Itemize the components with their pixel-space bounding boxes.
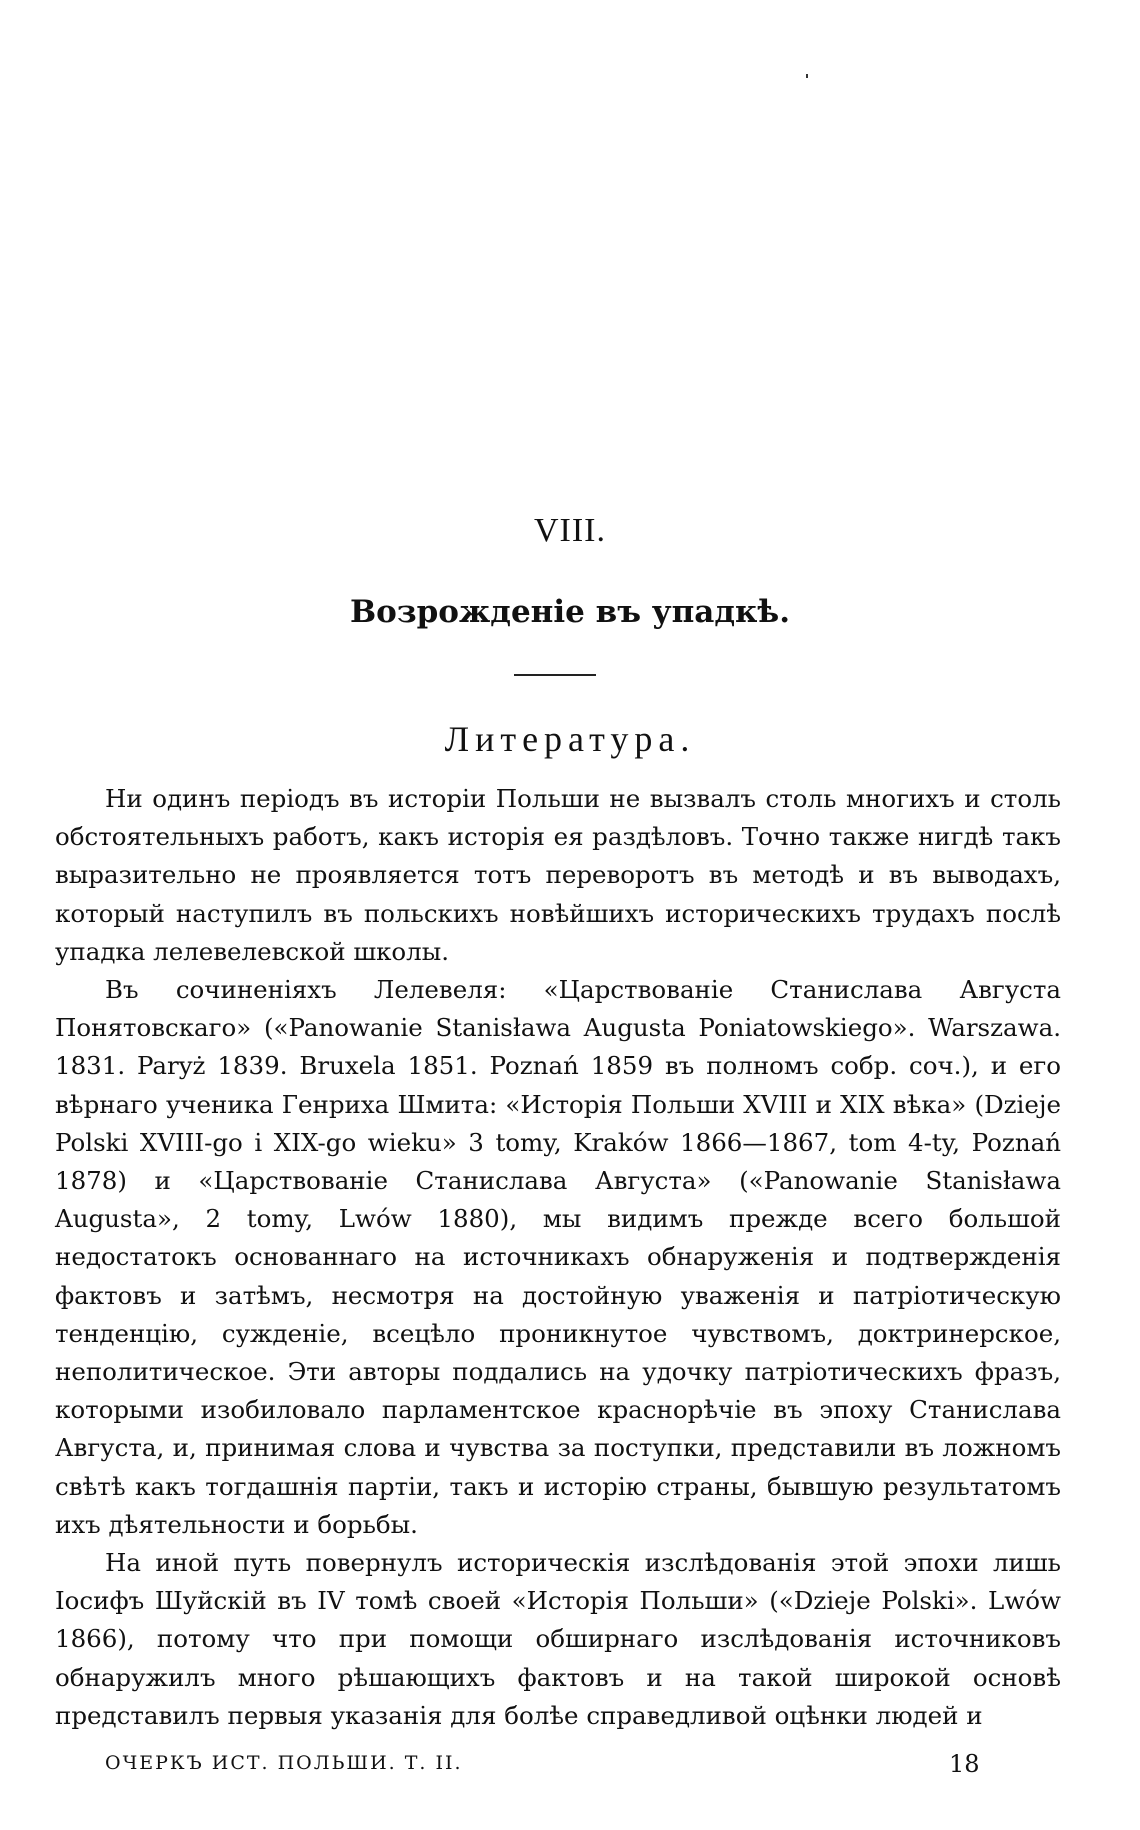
page-number: 18 (949, 1750, 980, 1778)
chapter-number: VIII. (533, 512, 607, 549)
paragraph: Въ сочиненіяхъ Лелевеля: «Царствованіе Станислава Августа Понятовскаго» («Panowanie Stanisława Augusta Poniatowskiego». Warszawa. 1831. Paryż 1839. Bruxela 1851. Poznań 1859 въ полномъ собр. соч.), и его вѣрнаго ученика Генриха Шмита: «Исторія Польши XVIII и XIX вѣка» (Dzieje Polski XVIII-go i XIX-go wieku» 3 tomy, Kraków 1866—1867, tom 4-ty, Poznań 1878) и «Царствованіе Станислава Августа» («Panowanie Stanisława Augusta», 2 tomy, Lwów 1880), мы видимъ прежде всего большой недостатокъ основаннаго на источникахъ обнаруженія и подтвержденія фактовъ и затѣмъ, несмотря на достойную уваженія и патріотическую тенденцію, сужденіе, всецѣло проникнутое чувствомъ, доктринерское, неполитическое. Эти авторы поддались на удочку патріотическихъ фразъ, которыми изобиловало парламентское краснорѣчіе въ эпоху Станислава Августа, и, принимая слова и чувства за поступки, представили въ ложномъ свѣтѣ какъ тогдашнія партіи, такъ и исторію страны, бывшую результатомъ ихъ дѣятельности и борьбы. (55, 975, 1061, 1539)
title-divider (514, 674, 596, 676)
paragraph: На иной путь повернулъ историческія изслѣдованія этой эпохи лишь Іосифъ Шуйскій въ IV томѣ своей «Исторія Польши» («Dzieje Polski». Lwów 1866), потому что при помощи обширнаго изслѣдованія источниковъ обнаружилъ много рѣшающихъ фактовъ и на такой широкой основѣ представилъ первыя указанія для болѣе справедливой оцѣнки людей и (55, 1548, 1061, 1730)
section-heading: Литература. (444, 719, 696, 759)
print-speck (806, 74, 808, 78)
chapter-title: Возрожденіе въ упадкѣ. (349, 594, 791, 630)
paragraph: Ни одинъ періодъ въ исторіи Польши не вызвалъ столь многихъ и столь обстоятельныхъ работъ, какъ исторія ея раздѣловъ. Точно также нигдѣ такъ выразительно не проявляется тотъ переворотъ въ методѣ и въ выводахъ, который наступилъ въ польскихъ новѣйшихъ историческихъ трудахъ послѣ упадка лелевелевской школы. (55, 784, 1061, 966)
running-footer-title: ОЧЕРКЪ ИСТ. ПОЛЬШИ. Т. II. (105, 1752, 463, 1774)
page-footer (105, 1750, 1005, 1780)
body-text (55, 780, 1061, 1735)
